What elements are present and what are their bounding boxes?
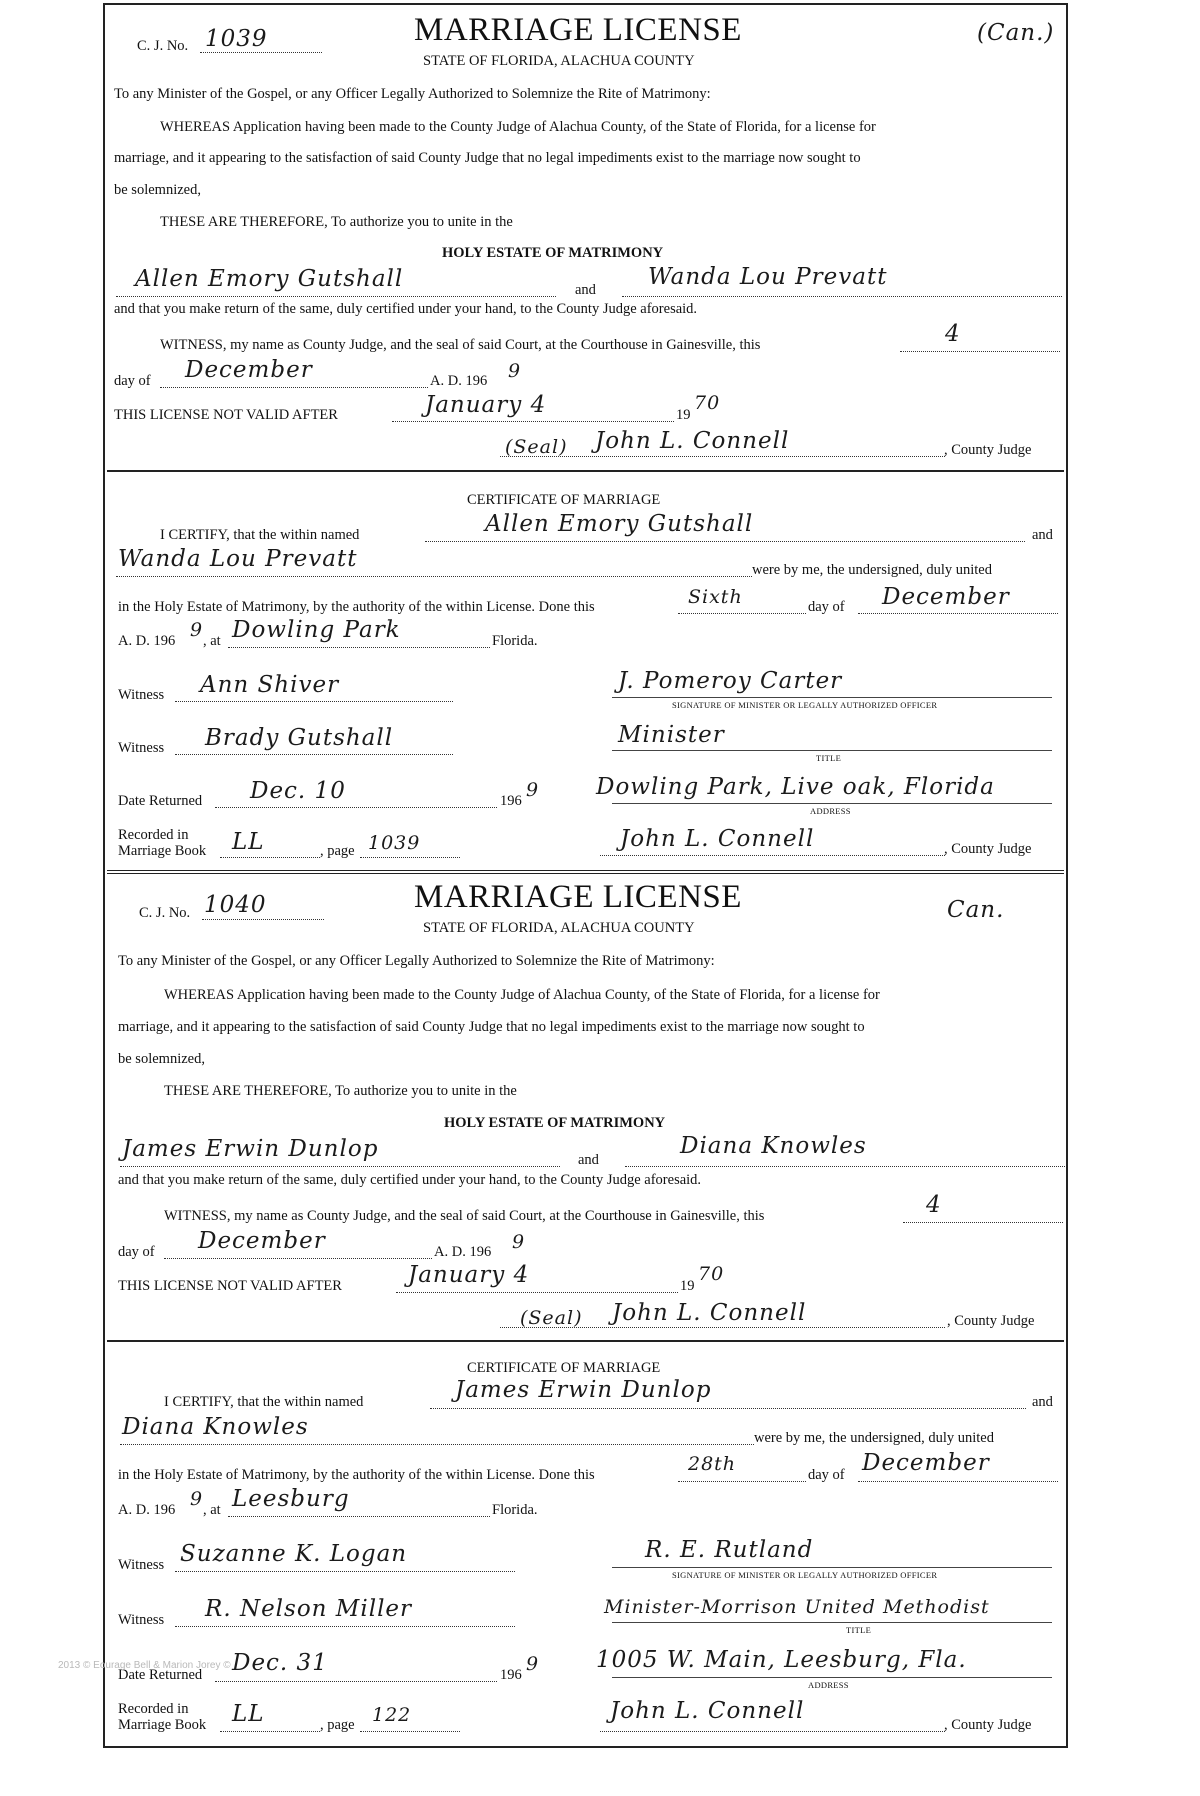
not-valid-label: THIS LICENSE NOT VALID AFTER — [118, 1278, 342, 1294]
done-day: 28th — [688, 1453, 737, 1475]
witness-line: WITNESS, my name as County Judge, and the seal of said Court, at the Courthouse in Gainesville, this — [160, 337, 761, 353]
and-word: and — [578, 1152, 599, 1168]
marriage-book: LL — [232, 1701, 265, 1727]
not-valid-date: January 4 — [408, 1262, 530, 1288]
done-day: Sixth — [688, 586, 743, 608]
page-label: , page — [320, 1717, 355, 1733]
cj-no-value: 1039 — [205, 26, 268, 52]
corner-note: Can. — [947, 897, 1005, 923]
recorded-label-1: Recorded in — [118, 827, 189, 843]
record-page: 122 — [372, 1704, 412, 1726]
license-month: December — [198, 1228, 326, 1254]
judge-signature: John L. Connell — [595, 428, 790, 454]
copyright-watermark: 2013 © Eourage Bell & Marion Jorey © — [58, 1660, 231, 1671]
recorded-label-2: Marriage Book — [118, 1717, 207, 1733]
license-title: MARRIAGE LICENSE — [414, 879, 742, 915]
officiant-address: 1005 W. Main, Leesburg, Fla. — [596, 1647, 967, 1673]
whereas-line-1: WHEREAS Application having been made to the County Judge of Alachua County, of the State of Florida, for a license for — [164, 987, 880, 1003]
title-caption: TITLE — [846, 1625, 872, 1635]
groom-name: James Erwin Dunlop — [122, 1136, 379, 1162]
returned-year: 9 — [526, 779, 540, 801]
bride-name: Wanda Lou Prevatt — [648, 264, 888, 290]
certificate-title: CERTIFICATE OF MARRIAGE — [467, 492, 661, 508]
day-of-label: day of — [808, 599, 845, 615]
returned-year: 9 — [526, 1653, 540, 1675]
officiant-title: Minister — [618, 722, 725, 748]
whereas-line-2: marriage, and it appearing to the satisfaction of said County Judge that no legal impediments exist to the marriage now sought to — [114, 150, 861, 166]
cj-no-value: 1040 — [204, 892, 267, 918]
groom-name: Allen Emory Gutshall — [135, 266, 404, 292]
bride-name: Diana Knowles — [680, 1133, 867, 1159]
title-caption: TITLE — [816, 753, 842, 763]
witness-label-2: Witness — [118, 1612, 165, 1628]
groom-name: James Erwin Dunlop — [455, 1377, 712, 1403]
date-returned: Dec. 31 — [232, 1650, 328, 1676]
holy-estate-line: in the Holy Estate of Matrimony, by the authority of the within License. Done this — [118, 599, 595, 615]
ad-year: 9 — [512, 1231, 526, 1253]
judge-signature: John L. Connell — [620, 826, 815, 852]
not-valid-year: 70 — [694, 392, 721, 414]
witness-line: WITNESS, my name as County Judge, and the seal of said Court, at the Courthouse in Gainesville, this — [164, 1208, 765, 1224]
page-label: , page — [320, 843, 355, 859]
ad-year: 9 — [508, 360, 522, 382]
license-subtitle: STATE OF FLORIDA, ALACHUA COUNTY — [423, 53, 695, 69]
witness-1-signature: Ann Shiver — [200, 672, 340, 698]
witness-label-1: Witness — [118, 687, 165, 703]
done-month: December — [862, 1450, 990, 1476]
date-returned: Dec. 10 — [250, 778, 346, 804]
return-line: and that you make return of the same, duly certified under your hand, to the County Judge aforesaid. — [114, 301, 698, 317]
returned-year-label: 196 — [500, 793, 522, 809]
ad-year: 9 — [190, 619, 204, 641]
county-judge-label: , County Judge — [944, 841, 1032, 857]
witness-label-1: Witness — [118, 1557, 165, 1573]
florida-label: Florida. — [492, 1502, 538, 1518]
returned-year-label: 196 — [500, 1667, 522, 1683]
bride-name: Diana Knowles — [122, 1414, 309, 1440]
recorded-label-1: Recorded in — [118, 1701, 189, 1717]
and-word: and — [1032, 527, 1053, 543]
united-line: were by me, the undersigned, duly united — [752, 562, 992, 578]
address-line: To any Minister of the Gospel, or any Officer Legally Authorized to Solemnize the Rite of Matrimony: — [118, 953, 715, 969]
license-month: December — [185, 357, 313, 383]
marriage-place: Leesburg — [232, 1486, 350, 1512]
ad-label: A. D. 196 — [118, 633, 176, 649]
officiant-signature: R. E. Rutland — [645, 1537, 814, 1563]
section-divider — [107, 1340, 1064, 1342]
day-of-label: day of — [114, 373, 151, 389]
witness-1-signature: Suzanne K. Logan — [180, 1541, 408, 1567]
ad-year: 9 — [190, 1488, 204, 1510]
record-page: 1039 — [368, 832, 421, 854]
officiant-address: Dowling Park, Live oak, Florida — [596, 774, 995, 800]
at-label: , at — [203, 633, 221, 649]
holy-estate-heading: HOLY ESTATE OF MATRIMONY — [444, 1115, 666, 1131]
holy-estate-line: in the Holy Estate of Matrimony, by the authority of the within License. Done this — [118, 1467, 595, 1483]
not-valid-label: THIS LICENSE NOT VALID AFTER — [114, 407, 338, 423]
judge-signature: John L. Connell — [610, 1698, 805, 1724]
corner-note: (Can.) — [977, 20, 1055, 46]
whereas-line-3: be solemnized, — [118, 1051, 205, 1067]
day-of-label: day of — [808, 1467, 845, 1483]
certify-line: I CERTIFY, that the within named — [164, 1394, 364, 1410]
witness-2-signature: R. Nelson Miller — [205, 1596, 413, 1622]
not-valid-year: 70 — [698, 1263, 725, 1285]
done-month: December — [882, 584, 1010, 610]
marriage-place: Dowling Park — [232, 617, 401, 643]
date-returned-label: Date Returned — [118, 1667, 203, 1683]
bride-name: Wanda Lou Prevatt — [118, 546, 358, 572]
record-divider — [107, 870, 1064, 874]
ad-label: A. D. 196 — [118, 1502, 176, 1518]
county-judge-label: , County Judge — [944, 1717, 1032, 1733]
section-divider — [107, 470, 1064, 472]
whereas-line-3: be solemnized, — [114, 182, 201, 198]
ad-label: A. D. 196 — [430, 373, 488, 389]
at-label: , at — [203, 1502, 221, 1518]
therefore-line: THESE ARE THEREFORE, To authorize you to unite in the — [160, 214, 513, 230]
officiant-title: Minister-Morrison United Methodist — [604, 1596, 990, 1618]
certificate-title: CERTIFICATE OF MARRIAGE — [467, 1360, 661, 1376]
and-word: and — [575, 282, 596, 298]
address-caption: ADDRESS — [810, 806, 851, 816]
license-subtitle: STATE OF FLORIDA, ALACHUA COUNTY — [423, 920, 695, 936]
county-judge-label: , County Judge — [944, 442, 1032, 458]
cj-no-label: C. J. No. — [139, 905, 191, 921]
day-of-label: day of — [118, 1244, 155, 1260]
marriage-book: LL — [232, 829, 265, 855]
county-judge-label: , County Judge — [947, 1313, 1035, 1329]
judge-signature: John L. Connell — [612, 1300, 807, 1326]
ad-label: A. D. 196 — [434, 1244, 492, 1260]
whereas-line-1: WHEREAS Application having been made to the County Judge of Alachua County, of the State of Florida, for a license for — [160, 119, 876, 135]
witness-day: 4 — [926, 1192, 942, 1218]
seal: (Seal) — [505, 436, 568, 458]
florida-label: Florida. — [492, 633, 538, 649]
holy-estate-heading: HOLY ESTATE OF MATRIMONY — [442, 245, 664, 261]
signature-caption: SIGNATURE OF MINISTER OR LEGALLY AUTHORIZED OFFICER — [672, 700, 938, 710]
cj-no-label: C. J. No. — [137, 38, 189, 54]
officiant-signature: J. Pomeroy Carter — [618, 668, 843, 694]
address-line: To any Minister of the Gospel, or any Officer Legally Authorized to Solemnize the Rite of Matrimony: — [114, 86, 711, 102]
return-line: and that you make return of the same, duly certified under your hand, to the County Judge aforesaid. — [118, 1172, 702, 1188]
united-line: were by me, the undersigned, duly united — [754, 1430, 994, 1446]
not-valid-date: January 4 — [425, 392, 547, 418]
date-returned-label: Date Returned — [118, 793, 203, 809]
seal: (Seal) — [520, 1307, 583, 1329]
signature-caption: SIGNATURE OF MINISTER OR LEGALLY AUTHORIZED OFFICER — [672, 1570, 938, 1580]
witness-day: 4 — [945, 321, 961, 347]
witness-2-signature: Brady Gutshall — [205, 725, 394, 751]
address-caption: ADDRESS — [808, 1680, 849, 1690]
whereas-line-2: marriage, and it appearing to the satisfaction of said County Judge that no legal impediments exist to the marriage now sought to — [118, 1019, 865, 1035]
witness-label-2: Witness — [118, 740, 165, 756]
not-valid-year-label: 19 — [676, 407, 691, 423]
therefore-line: THESE ARE THEREFORE, To authorize you to unite in the — [164, 1083, 517, 1099]
recorded-label-2: Marriage Book — [118, 843, 207, 859]
and-word: and — [1032, 1394, 1053, 1410]
license-title: MARRIAGE LICENSE — [414, 12, 742, 48]
certify-line: I CERTIFY, that the within named — [160, 527, 360, 543]
groom-name: Allen Emory Gutshall — [485, 511, 754, 537]
not-valid-year-label: 19 — [680, 1278, 695, 1294]
